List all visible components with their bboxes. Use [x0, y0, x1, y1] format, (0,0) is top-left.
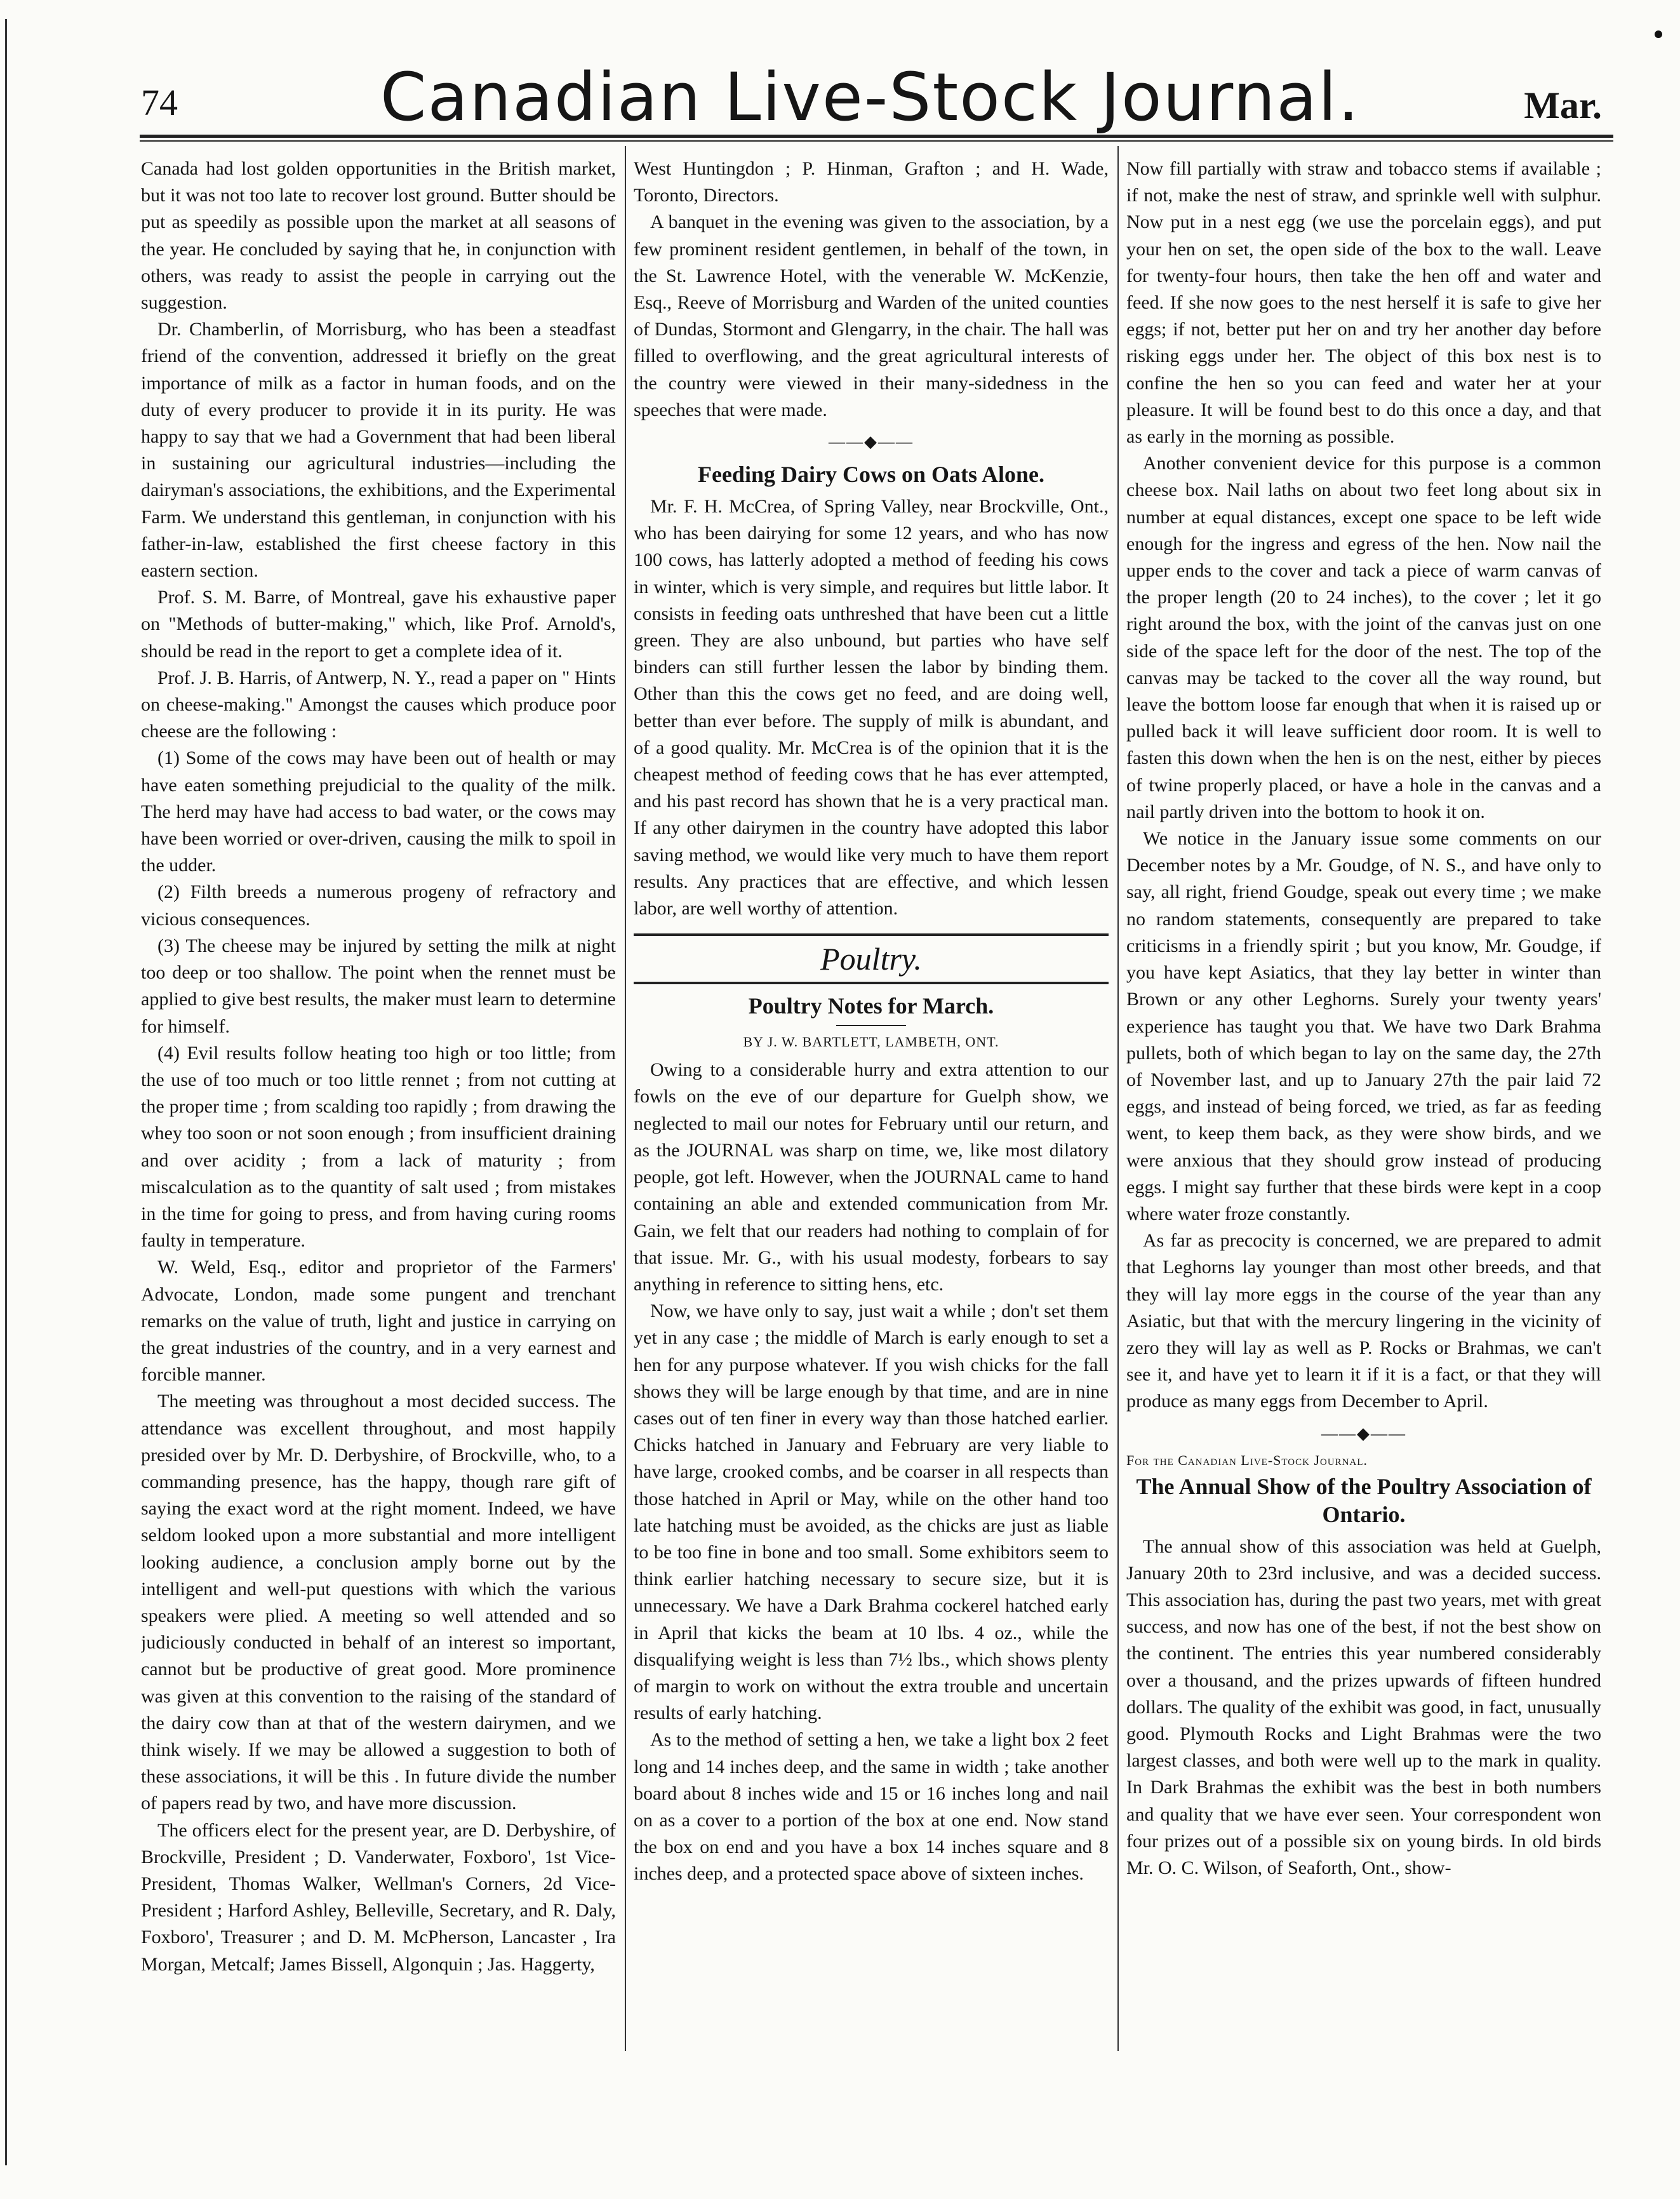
- section-heading: Poultry.: [820, 941, 922, 977]
- paragraph: Prof. J. B. Harris, of Antwerp, N. Y., read a paper on " Hints on cheese-making." Amongst the causes which produce poor cheese are the following :: [141, 667, 616, 742]
- paragraph: Dr. Chamberlin, of Morrisburg, who has been a steadfast friend of the convention, addressed it briefly on the great importance of milk as a factor in human foods, and on the duty of every producer to provide it in its purity. He was happy to say that we had a Government that had been liberal in sustaining our agricultural industries—including the dairyman's associations, the exhibitions, and the Experimental Farm. We understand this gentleman, in conjunction with his father-in-law, established the first cheese factory in this eastern section.: [141, 319, 616, 582]
- paragraph: The meeting was throughout a most decided success. The attendance was excellent throughout, and most happily presided over by Mr. D. Derbyshire, of Brockville, who, to a commanding presence, has the happy, though rare gift of saying the exact word at the right moment. Indeed, we have seldom looked upon a more substantial and more intelligent looking audience, a conclusion amply borne out by the intelligent and well-put questions with which the various speakers were plied. A meeting so well attended and so judiciously conducted in behalf of an interest so important, cannot but be productive of great good. More prominence was given at this convention to the raising of the standard of the dairy cow than at that of the western dairymen, and we think wisely. If we may be allowed a suggestion to both of these associations, it will be this . In future divide the number of papers read by two, and have more discussion.: [141, 1391, 616, 1814]
- paragraph: Now fill partially with straw and tobacco stems if available ; if not, make the nest of straw, and sprinkle well with sulphur. Now put in a nest egg (we use the porcelain eggs), and put your hen on set, the open side of the box to the wall. Leave for twenty-four hours, then take the hen off and water and feed. If she now goes to the nest herself it is safe to give her eggs; if not, better put her on and try her another day before risking eggs under her. The object of this box nest is to confine the hen so you can feed and water her at your pleasure. It will be found best to do this once a day, and that as early in the morning as possible.: [1126, 158, 1601, 448]
- header-rule-thin: [140, 140, 1613, 142]
- paragraph: Prof. S. M. Barre, of Montreal, gave his exhaustive paper on "Methods of butter-making," which, like Prof. Arnold's, should be read in the report to get a complete idea of it.: [141, 587, 616, 662]
- ink-dot: [1655, 30, 1662, 38]
- margin-line: [5, 19, 7, 2165]
- page-number: 74: [141, 82, 178, 123]
- paragraph: Owing to a considerable hurry and extra attention to our fowls on the eve of our departure for Guelph show, we neglected to mail our notes for February until our return, and as the JOURNAL was sharp on time, we, like most dilatory people, got left. However, when the JOURNAL came to hand containing an able and extended communication from Mr. Gain, we felt that our readers had nothing to complain of for that issue. Mr. G., with his usual modesty, forbears to say anything in reference to sitting hens, etc.: [634, 1059, 1109, 1295]
- paragraph: As far as precocity is concerned, we are prepared to admit that Leghorns lay younger than most other breeds, and that they will lay more eggs in the course of the year than any Asiatic, but that with the mercury lingering in the vicinity of zero they will lay as well as P. Rocks or Brahmas, we can't see it, and have yet to learn it if it is a fact, or that they will produce as many eggs from December to April.: [1126, 1230, 1601, 1412]
- section-banner: [634, 933, 1109, 984]
- kicker: For the Canadian Live-Stock Journal.: [1126, 1452, 1368, 1468]
- column-3: [1126, 156, 1601, 2061]
- column-2: [634, 156, 1109, 2061]
- paragraph: (2) Filth breeds a numerous progeny of refractory and vicious consequences.: [141, 881, 616, 930]
- page-header: [127, 56, 1613, 136]
- article-heading: Poultry Notes for March.: [748, 993, 994, 1019]
- article-heading: The Annual Show of the Poultry Association of Ontario.: [1136, 1473, 1592, 1527]
- paragraph: Mr. F. H. McCrea, of Spring Valley, near Brockville, Ont., who has been dairying for some 12 years, and who has now 100 cows, has latterly adopted a method of feeding his cows in winter, which is very simple, and requires but little labor. It consists in feeding oats unthreshed that have been cut a little green. They are also unbound, but parties who have self binders can still further lessen the labor by binding them. Other than this the cows get no feed, and are doing well, better than ever before. The supply of milk is abundant, and of a good quality. Mr. McCrea is of the opinion that it is the cheapest method of feeding cows that he has ever attempted, and his past record has shown that he is a very practical man. If any other dairymen in the country have adopted this labor saving method, we would like very much to have them report results. Any practices that are effective, and which lessen labor, are well worthy of attention.: [634, 496, 1109, 919]
- ornament-divider: ——◆——: [829, 432, 914, 451]
- paragraph: The officers elect for the present year, are D. Derbyshire, of Brockville, President ; D. Vanderwater, Foxboro', 1st Vice-President, Thomas Walker, Wellman's Corners, 2d Vice-President ; Harford Ashley, Belleville, Secretary, and R. Daly, Foxboro', Treasurer ; and D. M. McPherson, Lancaster , Ira Morgan, Metcalf; James Bissell, Algonquin ; Jas. Haggerty,: [141, 1819, 616, 1975]
- column-rule: [1117, 146, 1119, 2051]
- paragraph: Canada had lost golden opportunities in the British market, but it was not too late to recover lost ground. Butter should be put as speedily as possible upon the market at all seasons of the year. He concluded by saying that he, in conjunction with others, was ready to assist the people in carrying out the suggestion.: [141, 158, 616, 314]
- paragraph: We notice in the January issue some comments on our December notes by a Mr. Goudge, of N. S., and have only to say, all right, friend Goudge, speak out every time ; we make no random statements, consequently are prepared to take criticisms in a friendly spirit ; but you know, Mr. Goudge, if you have kept Asiatics, that they lay better in winter than Brown or any other Leghorns. Surely your twenty years' experience has taught you that. We have two Dark Brahma pullets, both of which began to lay on the same day, the 27th of November last, and up to January 27th the pair laid 72 eggs, and instead of being forced, we tried, as far as feeding went, to keep them back, as they were show birds, and we were anxious that they should grow instead of producing eggs. I might say further that these birds were kept in a coop where water froze constantly.: [1126, 828, 1601, 1224]
- paragraph: Now, we have only to say, just wait a while ; don't set them yet in any case ; the middle of March is early enough to set a hen for any purpose whatever. If you wish chicks for the fall shows they will be large enough by that time, and are in nine cases out of ten finer in every way than those hatched earlier. Chicks hatched in January and February are very liable to have large, crooked combs, and be coarser in all respects than those hatched in April or May, while on the other hand too late hatching must be avoided, as the chicks are just as liable to be too fine in bone and too small. Some exhibitors seem to think earlier hatching necessary to secure size, but it is unnecessary. We have a Dark Brahma cockerel hatched early in April that kicks the beam at 10 lbs. 4 oz., while the disqualifying weight is less than 7½ lbs., which shows plenty of margin to work on without the extra trouble and uncertain results of early hatching.: [634, 1300, 1109, 1724]
- issue-month: Mar.: [1524, 84, 1602, 126]
- byline: BY J. W. BARTLETT, LAMBETH, ONT.: [743, 1034, 999, 1050]
- paragraph: W. Weld, Esq., editor and proprietor of the Farmers' Advocate, London, made some pungent and trenchant remarks on the value of truth, light and justice in carrying on the great industries of the country, and in a very earnest and forcible manner.: [141, 1257, 616, 1386]
- paragraph: A banquet in the evening was given to the association, by a few prominent resident gentlemen, in behalf of the town, in the St. Lawrence Hotel, with the venerable W. McKenzie, Esq., Reeve of Morrisburg and Warden of the united counties of Dundas, Stormont and Glengarry, in the chair. The hall was filled to overflowing, and the great agricultural interests of the country were viewed in their many-sidedness in the speeches that were made.: [634, 211, 1109, 420]
- paragraph: (3) The cheese may be injured by setting the milk at night too deep or too shallow. The point when the rennet must be applied to give best results, the maker must learn to determine for himself.: [141, 935, 616, 1037]
- article-heading: Feeding Dairy Cows on Oats Alone.: [697, 462, 1044, 488]
- paragraph: The annual show of this association was held at Guelph, January 20th to 23rd inclusive, and was a decided success. This association has, during the past two years, met with great success, and now has one of the best, if not the best show on the continent. The entries this year numbered considerably over a thousand, and the prizes upwards of fifteen hundred dollars. The quality of the exhibit was good, in fact, unusually good. Plymouth Rocks and Light Brahmas were the two largest classes, and both were well up to the mark in quality. In Dark Brahmas the exhibit was the best in both numbers and quality that we have ever seen. Your correspondent won four prizes out of a possible six on young birds. In old birds Mr. O. C. Wilson, of Seaforth, Ont., show-: [1126, 1535, 1601, 1878]
- column-rule: [625, 146, 626, 2051]
- column-1: [141, 156, 616, 2061]
- paragraph: Another convenient device for this purpose is a common cheese box. Nail laths on about two feet long about six in number at equal distances, except one space to be left wide enough for the ingress and egress of the hen. Now nail the upper ends to the cover and tack a piece of warm canvas of the proper length (20 to 24 inches), to the cover ; let it go right around the box, with the joint of the canvas just on one side of the space left for the door of the nest. The top of the canvas may be tacked to the cover all the way round, but leave the bottom loose far enough that when it is raised up or pulled back it will leave sufficient door room. It is well to fasten this down when the hen is on the nest, either by pieces of twine properly placed, or have a hole in the canvas and a nail partly driven into the bottom to hook it on.: [1126, 453, 1601, 822]
- paragraph: (4) Evil results follow heating too high or too little; from the use of too much or too little rennet ; from not cutting at the proper time ; from scalding too rapidly ; from drawing the whey too soon or not soon enough ; from insufficient draining and over acidity ; from a lack of maturity ; from miscalculation as to the quantity of salt used ; from mistakes in the time for going to press, and from having curing rooms faulty in temperature.: [141, 1042, 616, 1252]
- short-rule: [836, 1025, 906, 1026]
- header-rule: [140, 135, 1613, 138]
- ornament-divider: ——◆——: [1321, 1424, 1406, 1443]
- paragraph: As to the method of setting a hen, we take a light box 2 feet long and 14 inches deep, and the same in width ; take another board about 8 inches wide and 15 or 16 inches long and nail on as a cover to a portion of the box at one end. Now stand the box on end and you have a box 14 inches square and 8 inches deep, and a protected space above of sixteen inches.: [634, 1729, 1109, 1885]
- paragraph: West Huntingdon ; P. Hinman, Grafton ; and H. Wade, Toronto, Directors.: [634, 158, 1109, 206]
- journal-title: Canadian Live-Stock Journal.: [380, 58, 1361, 136]
- paragraph: (1) Some of the cows may have been out of health or may have eaten something prejudicial to the quality of the milk. The herd may have had access to bad water, or the cows may have been worried or over-driven, causing the milk to spoil in the udder.: [141, 747, 616, 876]
